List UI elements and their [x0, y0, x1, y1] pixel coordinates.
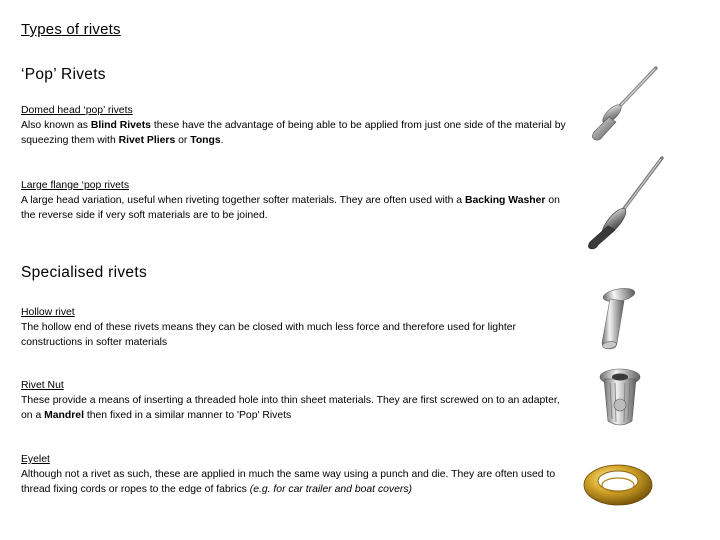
text-run: These provide a means of inserting a threaded hole into thin sheet materials. They are first screwed on to an adapter, on a: [21, 395, 560, 421]
item-rivet-nut: [21, 378, 566, 423]
large-flange-pop-rivet-image: [578, 152, 668, 252]
item-body: [21, 467, 566, 497]
item-large-flange-pop-rivets: [21, 178, 566, 223]
item-subtitle: Large flange ‘pop rivets: [21, 180, 130, 191]
italic-note: (e.g. for car trailer and boat covers): [249, 484, 413, 495]
text-run: then fixed in a similar manner to 'Pop' Rivets: [83, 410, 292, 421]
item-hollow-rivet: [21, 305, 566, 350]
item-subtitle: Eyelet: [21, 454, 50, 465]
bold-term: Rivet Pliers: [118, 135, 176, 146]
text-run: Although not a rivet as such, these are applied in much the same way using a punch and die. They are often used to thread fixing cords or ropes to the edge of fabrics: [21, 469, 556, 495]
domed-pop-rivet-image: [578, 62, 668, 152]
text-run: on the reverse side if very soft materials are to be joined.: [21, 195, 560, 221]
bold-term: Mandrel: [44, 410, 84, 421]
item-body: [21, 193, 566, 223]
hollow-rivet-image: [586, 283, 646, 355]
text-run: A large head variation, useful when riveting together softer materials. They are often used with a: [21, 195, 465, 206]
item-body: [21, 393, 566, 423]
text-run: The hollow end of these rivets means they can be closed with much less force and therefore used for lighter constructions in softer materials: [21, 322, 516, 348]
item-subtitle: Hollow rivet: [21, 307, 75, 318]
item-domed-pop-rivets: [21, 103, 566, 148]
text-run: Also known as: [21, 120, 91, 131]
bold-term: Tongs: [190, 135, 221, 146]
text-run: or: [175, 135, 191, 146]
bold-term: Blind Rivets: [90, 120, 151, 131]
item-eyelet: [21, 452, 566, 497]
section-heading-specialised-rivets: Specialised rivets: [21, 264, 148, 281]
text-run: these have the advantage of being able to be applied from just one side of the material by squeezing them with: [21, 120, 566, 146]
item-body: [21, 320, 566, 350]
eyelet-image: [580, 455, 656, 511]
rivet-nut-image: [590, 365, 650, 435]
text-run: .: [220, 135, 224, 146]
section-heading-pop-rivets: ‘Pop’ Rivets: [21, 66, 106, 83]
item-subtitle: Domed head ‘pop’ rivets: [21, 105, 133, 116]
item-body: [21, 118, 566, 148]
bold-term: Backing Washer: [464, 195, 546, 206]
page-title: Types of rivets: [21, 21, 121, 38]
item-subtitle: Rivet Nut: [21, 380, 64, 391]
